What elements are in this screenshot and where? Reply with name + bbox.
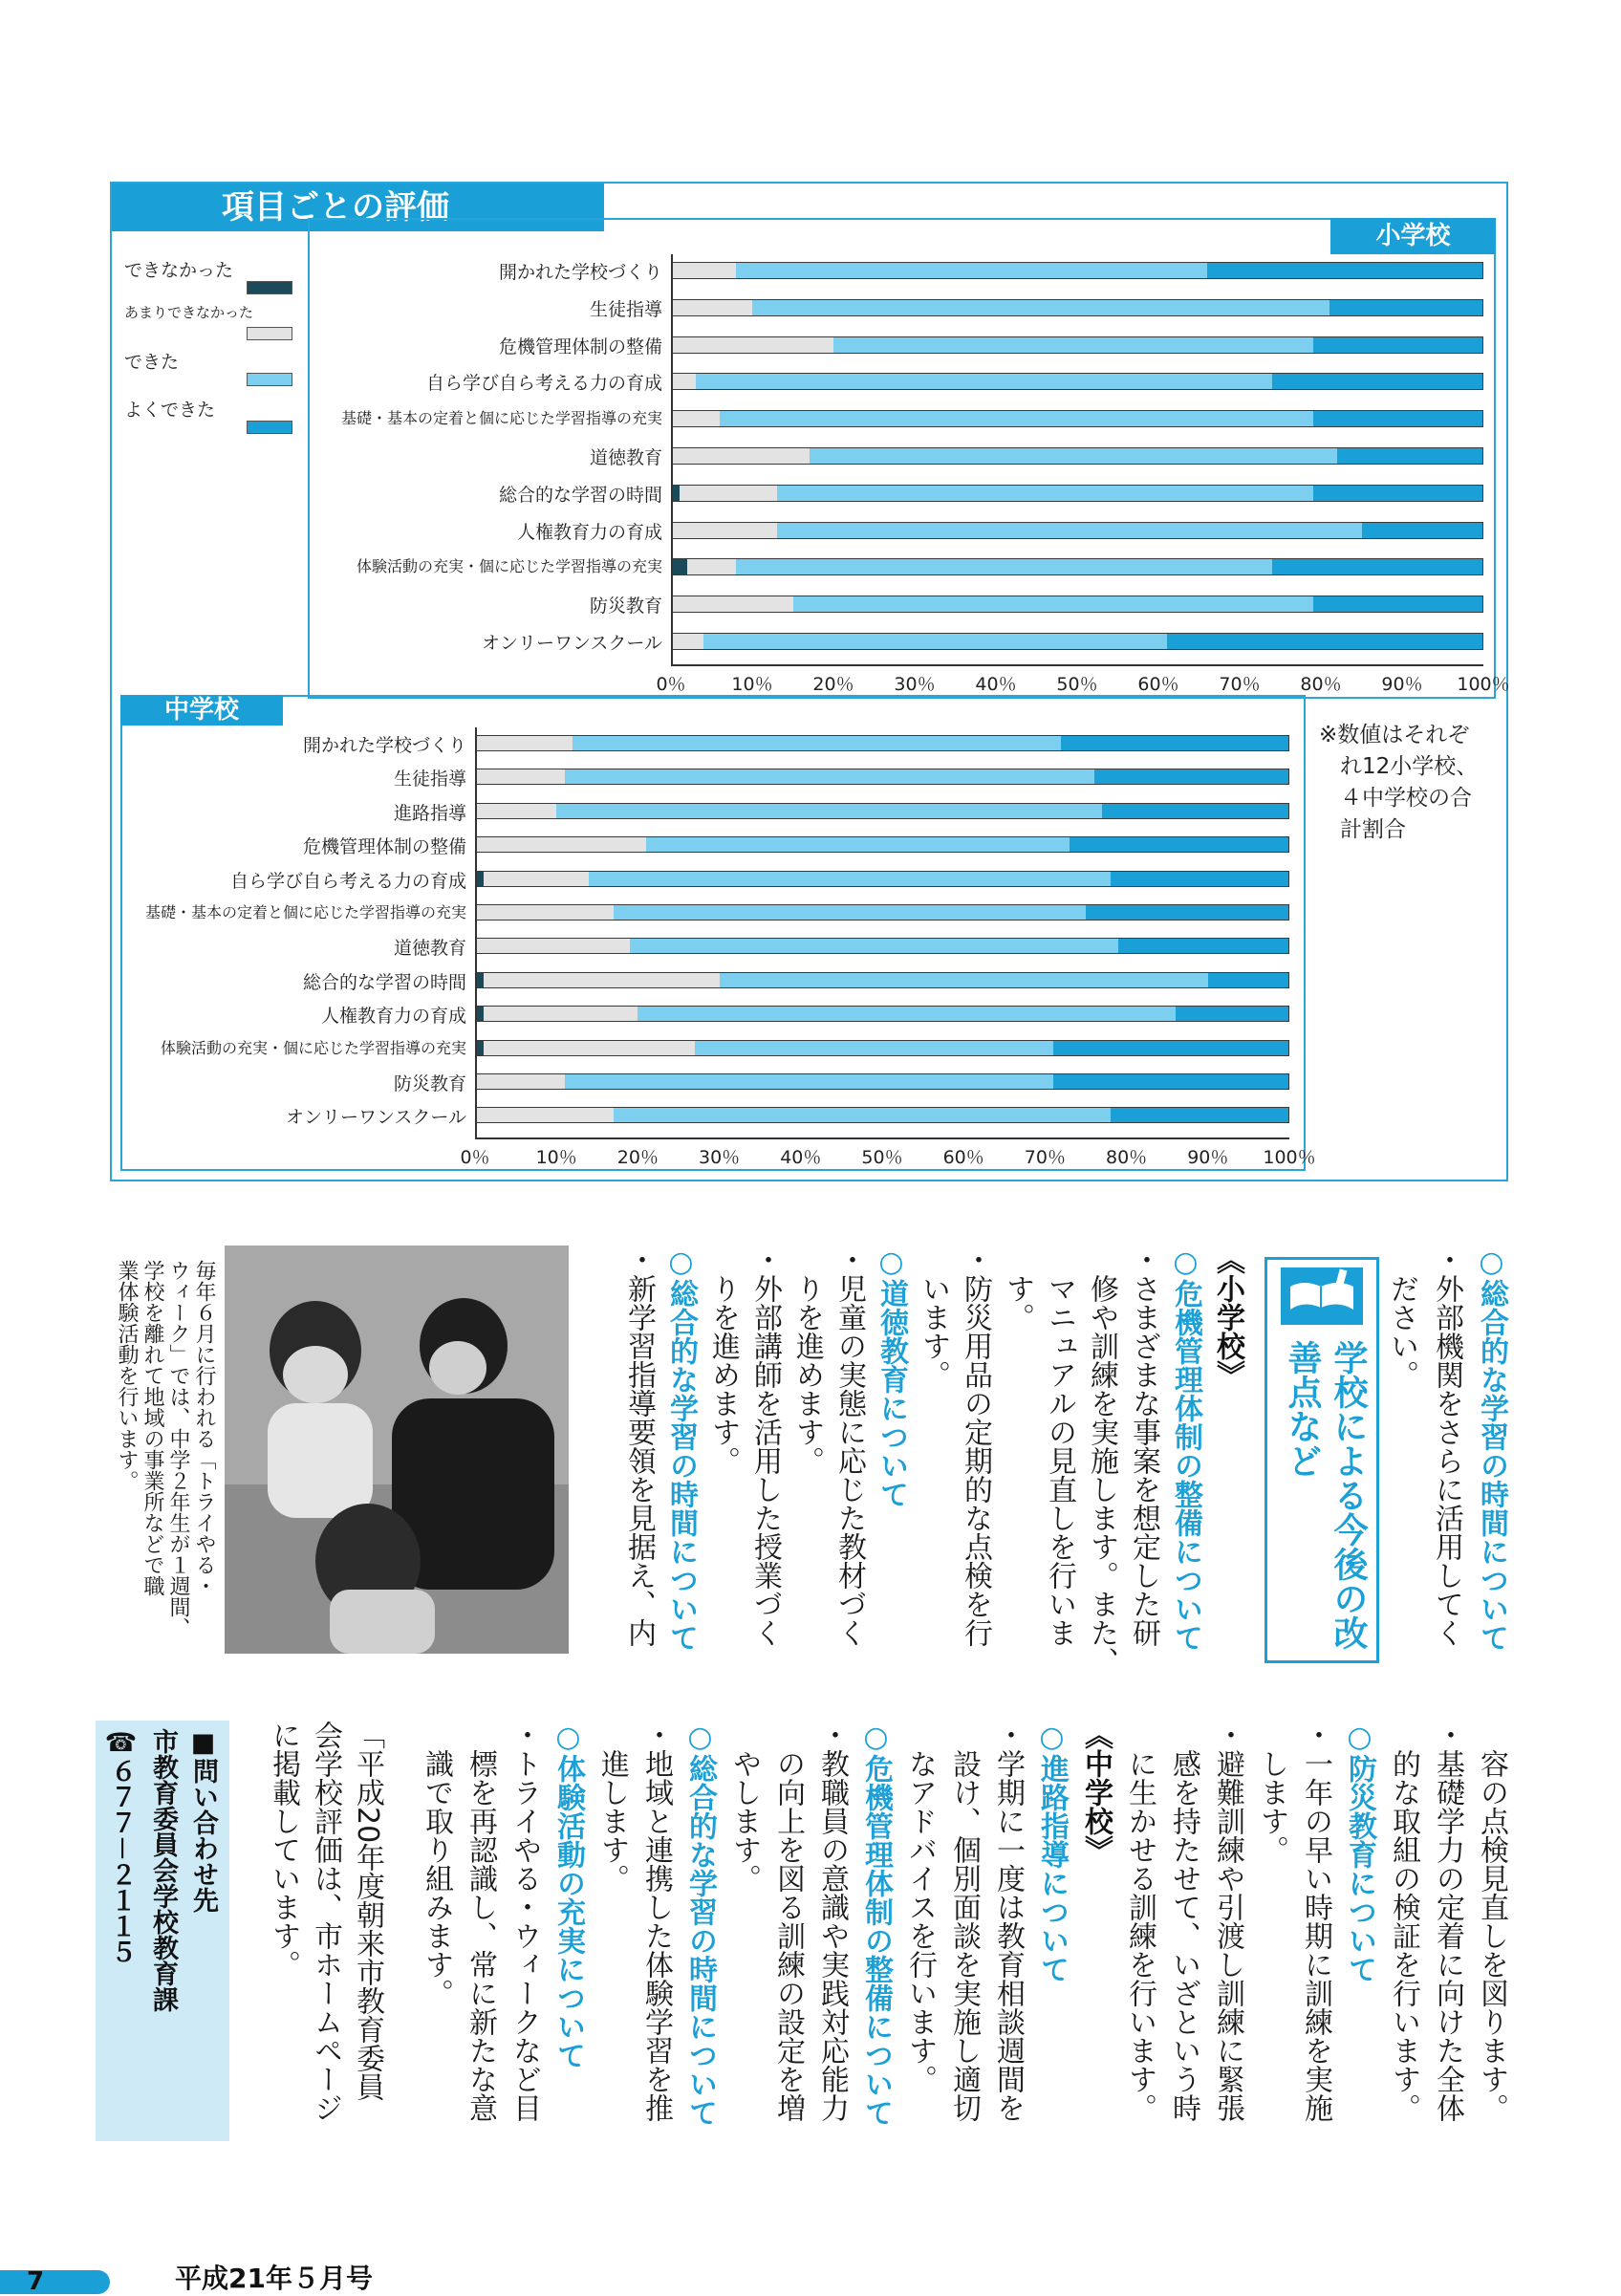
x-tick-label: 30％ — [894, 674, 936, 695]
bar-outline — [671, 633, 1483, 650]
elementary-panel-tab: 小学校 — [1330, 218, 1496, 254]
legend-swatch — [247, 373, 292, 386]
section-heading: ○総合的な学習の時間について — [664, 1245, 698, 1652]
x-tick-label: 80％ — [1106, 1147, 1148, 1168]
body-text-line: に生かせる訓練を行います。 — [1123, 1721, 1156, 2122]
body-text-line: ・さまざまな事案を想定した研 — [1127, 1245, 1160, 1647]
section-heading: ○防災教育について — [1343, 1721, 1376, 1983]
junior-high-panel-tab: 中学校 — [120, 695, 283, 726]
bar-outline — [475, 769, 1289, 785]
body-text-line: します。 — [1255, 1721, 1288, 1864]
body-text-line: 進します。 — [595, 1721, 629, 1893]
category-label: 体験活動の充実・個に応じた学習指導の充実 — [356, 557, 662, 576]
x-tick-label: 30％ — [699, 1147, 741, 1168]
body-text-line: ・外部機関をさらに活用してく — [1430, 1245, 1463, 1647]
section-heading: ○体験活動の充実について — [551, 1721, 585, 2069]
category-label: 人権教育力の育成 — [516, 521, 662, 543]
category-label: 進路指導 — [393, 802, 466, 824]
bar-outline — [671, 373, 1483, 390]
caption-line: 学校を離れて地域の事業所などで職 — [140, 1260, 164, 1596]
contact-box — [96, 1721, 229, 2141]
bar-outline — [475, 836, 1289, 853]
caption-line: 毎年６月に行われる「トライやる・ — [192, 1260, 216, 1596]
category-label: 自ら学び自ら考える力の育成 — [229, 870, 466, 892]
body-text-line: ・外部講師を活用した授業づく — [748, 1245, 782, 1647]
bar-outline — [671, 485, 1483, 502]
section-heading: ○総合的な学習の時間について — [683, 1721, 717, 2127]
legend-swatch — [247, 327, 292, 340]
x-tick-label: 70％ — [1219, 674, 1261, 695]
x-tick-label: 20％ — [812, 674, 854, 695]
section-heading: ○危機管理体制の整備について — [859, 1721, 893, 2127]
body-text-line: ・児童の実態に応じた教材づく — [832, 1245, 866, 1647]
homepage-note-line: 「平成20年度朝来市教育委員 — [351, 1721, 384, 2102]
note-line: ４中学校の合 — [1340, 786, 1472, 811]
x-axis-line — [671, 664, 1483, 666]
body-text-line: 標を再認識し、常に新たな意 — [464, 1721, 497, 2122]
bar-outline — [671, 336, 1483, 354]
bar-outline — [671, 558, 1483, 575]
note-line: ※数値はそれぞ — [1319, 723, 1470, 747]
caption-line: 業体験活動を行います。 — [115, 1260, 139, 1491]
x-tick-label: 50％ — [1056, 674, 1098, 695]
improvement-heading-line1: 学校による今後の改 — [1329, 1340, 1368, 1650]
contact-department: 市教育委員会学校教育課 — [148, 1728, 178, 2012]
chart-note — [1319, 720, 1478, 846]
body-text-line: 識で取り組みます。 — [420, 1721, 453, 2007]
category-label: 防災教育 — [589, 596, 662, 617]
body-text-line: ・一年の早い時期に訓練を実施 — [1299, 1721, 1332, 2122]
category-label: 開かれた学校づくり — [302, 735, 466, 756]
improvement-heading-box — [1264, 1257, 1379, 1663]
category-label: 基礎・基本の定着と個に応じた学習指導の充実 — [340, 409, 662, 428]
x-tick-label: 60％ — [1137, 674, 1179, 695]
body-text-line: ・避難訓練や引渡し訓練に緊張 — [1211, 1721, 1244, 2122]
body-text-line: なアドバイスを行います。 — [903, 1721, 937, 2093]
bar-outline — [671, 410, 1483, 427]
section-heading: ○道徳教育について — [875, 1245, 908, 1508]
bar-outline — [475, 972, 1289, 988]
note-line: 計割合 — [1340, 817, 1406, 842]
body-text-line: の向上を図る訓練の設定を増 — [771, 1721, 805, 2122]
bar-outline — [475, 1006, 1289, 1022]
contact-phone: ☎６７７－２１１５ — [106, 1728, 136, 1964]
bar-outline — [475, 871, 1289, 887]
caption-line: ウィーク」では、中学２年生が１週間、 — [166, 1260, 190, 1638]
body-text-line: ・新学習指導要領を見据え、内 — [622, 1245, 656, 1647]
body-text-line: ・地域と連携した体験学習を推 — [639, 1721, 673, 2122]
body-text-line: 修や訓練を実施します。また、 — [1085, 1245, 1118, 1676]
body-text-line: りを進めます。 — [790, 1245, 824, 1475]
bar-outline — [671, 596, 1483, 613]
homepage-note-line: に掲載しています。 — [267, 1721, 300, 1979]
x-tick-label: 20％ — [616, 1147, 659, 1168]
category-label: オンリーワンスクール — [285, 1107, 466, 1129]
contact-title: ■問い合わせ先 — [188, 1728, 218, 1913]
x-tick-label: 90％ — [1381, 674, 1423, 695]
body-text-line: 的な取組の検証を行います。 — [1387, 1721, 1420, 2122]
category-label: 防災教育 — [393, 1073, 466, 1094]
legend-label: できた — [124, 352, 180, 373]
category-label: 人権教育力の育成 — [320, 1006, 466, 1028]
bar-outline — [475, 1107, 1289, 1123]
school-heading: 《中学校》 — [1079, 1721, 1113, 1864]
body-text-line: ださい。 — [1385, 1245, 1418, 1389]
homepage-note-line: 会学校評価は、市ホームページ — [309, 1721, 342, 2122]
x-tick-label: 0％ — [460, 1147, 490, 1168]
category-label: 生徒指導 — [393, 769, 466, 791]
improvement-heading-line2: 善点など — [1283, 1340, 1322, 1478]
x-tick-label: 10％ — [731, 674, 773, 695]
category-label: 開かれた学校づくり — [498, 262, 662, 283]
bar-outline — [671, 299, 1483, 316]
x-tick-label: 40％ — [975, 674, 1017, 695]
category-label: 体験活動の充実・個に応じた学習指導の充実 — [160, 1038, 466, 1057]
bar-outline — [475, 735, 1289, 751]
x-tick-label: 100％ — [1457, 674, 1510, 695]
y-axis-line — [671, 254, 673, 664]
chart-title: 項目ごとの評価 — [112, 184, 604, 231]
legend-swatch — [247, 421, 292, 434]
section-heading: ○進路指導について — [1035, 1721, 1069, 1983]
body-text-line: 感を持たせて、いざという時 — [1167, 1721, 1200, 2122]
legend-swatch — [247, 281, 292, 294]
legend-label: よくできた — [124, 400, 216, 421]
bar-outline — [671, 262, 1483, 279]
school-heading: 《小学校》 — [1211, 1245, 1244, 1389]
body-text-line: ・教職員の意識や実践対応能力 — [815, 1721, 849, 2122]
body-text-line: りを進めます。 — [706, 1245, 740, 1475]
body-text-line: ・学期に一度は教育相談週間を — [991, 1721, 1025, 2122]
body-text-line: 設け、個別面談を実施し適切 — [947, 1721, 981, 2122]
section-heading: ○危機管理体制の整備について — [1169, 1245, 1202, 1652]
x-tick-label: 40％ — [780, 1147, 822, 1168]
bar-outline — [475, 803, 1289, 819]
issue-label: 平成21年５月号 — [175, 2263, 373, 2294]
bar-outline — [475, 1040, 1289, 1056]
body-text-line: ・トライやる・ウィークなど目 — [508, 1721, 541, 2122]
category-label: 総合的な学習の時間 — [498, 484, 662, 506]
x-tick-label: 100％ — [1263, 1147, 1316, 1168]
x-tick-label: 70％ — [1024, 1147, 1066, 1168]
x-tick-label: 90％ — [1187, 1147, 1229, 1168]
x-tick-label: 50％ — [861, 1147, 903, 1168]
bar-outline — [475, 904, 1289, 921]
body-text-line: ・基礎学力の定着に向けた全体 — [1431, 1721, 1464, 2122]
body-text-line: す。 — [1001, 1245, 1034, 1332]
x-tick-label: 0％ — [656, 674, 686, 695]
junior-high-panel-frame — [120, 695, 1306, 1171]
bar-outline — [475, 1073, 1289, 1090]
page-number: 7 — [27, 2267, 45, 2296]
students-photo — [225, 1245, 569, 1654]
book-pen-icon — [1281, 1267, 1363, 1325]
y-axis-line — [475, 727, 477, 1137]
category-label: オンリーワンスクール — [481, 633, 662, 654]
category-label: 道徳教育 — [589, 447, 662, 468]
note-line: れ12小学校、 — [1340, 754, 1479, 779]
category-label: 危機管理体制の整備 — [498, 336, 662, 357]
bar-outline — [671, 447, 1483, 465]
body-text-line: マニュアルの見直しを行いま — [1043, 1245, 1076, 1647]
category-label: 生徒指導 — [589, 298, 662, 320]
category-label: 自ら学び自ら考える力の育成 — [425, 373, 662, 395]
category-label: 総合的な学習の時間 — [302, 971, 466, 993]
legend-label: あまりできなかった — [124, 304, 254, 321]
category-label: 道徳教育 — [393, 938, 466, 960]
x-axis-line — [475, 1137, 1289, 1139]
x-tick-label: 80％ — [1300, 674, 1342, 695]
section-heading: ○総合的な学習の時間について — [1475, 1245, 1508, 1652]
page-number-badge — [0, 2267, 110, 2296]
bar-outline — [671, 522, 1483, 539]
bar-outline — [475, 938, 1289, 954]
x-tick-label: 60％ — [942, 1147, 984, 1168]
body-text-line: ・防災用品の定期的な点検を行 — [959, 1245, 992, 1647]
body-text-line: やします。 — [727, 1721, 761, 1893]
legend-label: できなかった — [124, 260, 234, 281]
x-tick-label: 10％ — [535, 1147, 577, 1168]
body-text-line: 容の点検見直しを図ります。 — [1475, 1721, 1508, 2122]
body-text-line: います。 — [917, 1245, 950, 1389]
category-label: 危機管理体制の整備 — [302, 836, 466, 858]
category-label: 基礎・基本の定着と個に応じた学習指導の充実 — [144, 903, 466, 921]
